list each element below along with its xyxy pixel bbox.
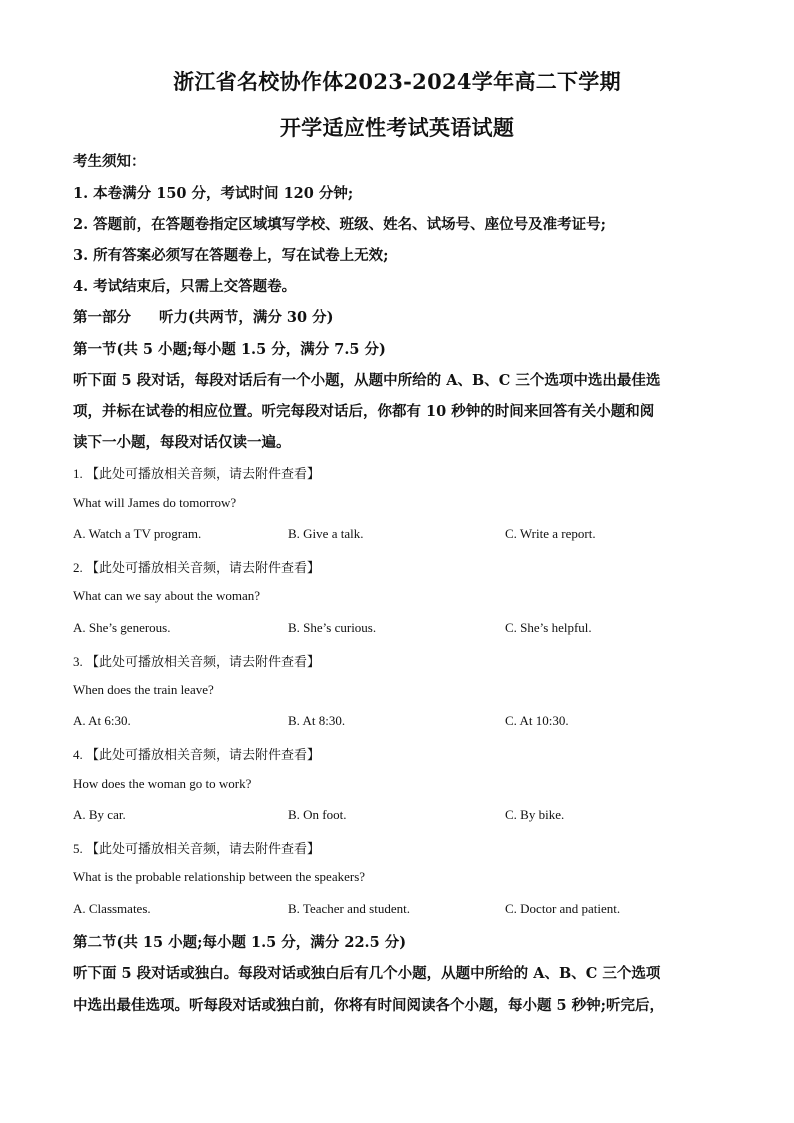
question-1-option-a[interactable]: A. Watch a TV program. — [73, 526, 202, 541]
section1-instruction-1: 听下面 5 段对话，每段对话后有一个小题，从题中所给的 A、B、C 三个选项中选出最佳选 — [73, 372, 661, 389]
question-2-options — [73, 620, 733, 640]
question-3-option-a[interactable]: A. At 6:30. — [73, 713, 131, 728]
question-3-option-b[interactable]: B. At 8:30. — [288, 713, 346, 728]
question-2-number: 2. 【此处可播放相关音频，请去附件查看】 — [73, 560, 321, 575]
question-3-option-c[interactable]: C. At 10:30. — [505, 713, 569, 728]
part1-label: 第一部分 — [73, 309, 131, 326]
notice-item-2: 2. 答题前，在答题卷指定区域填写学校、班级、姓名、试场号、座位号及准考证号; — [73, 216, 607, 233]
question-1-option-c[interactable]: C. Write a report. — [505, 526, 596, 541]
question-3-options — [73, 713, 733, 733]
question-1-text: What will James do tomorrow? — [73, 495, 237, 510]
notice-heading: 考生须知： — [73, 153, 146, 170]
section2-title: 第二节(共 15 小题;每小题 1.5 分，满分 22.5 分) — [73, 934, 407, 951]
section1-instruction-3: 读下一小题，每段对话仅读一遍。 — [73, 434, 291, 451]
section2-instruction-2: 中选出最佳选项。听每段对话或独白前，你将有时间阅读各个小题，每小题 5 秒钟;听完后， — [73, 997, 665, 1014]
question-2-option-b[interactable]: B. She’s curious. — [288, 620, 377, 635]
part1-heading — [73, 306, 334, 327]
section1-title: 第一节(共 5 小题;每小题 1.5 分，满分 7.5 分) — [73, 341, 386, 358]
question-5-text: What is the probable relationship between the speakers? — [73, 869, 366, 884]
section2-instruction-1: 听下面 5 段对话或独白。每段对话或独白后有几个小题，从题中所给的 A、B、C 三个选项 — [73, 965, 661, 982]
question-5-option-b[interactable]: B. Teacher and student. — [288, 901, 410, 916]
question-1-options — [73, 526, 733, 546]
question-5-number: 5. 【此处可播放相关音频，请去附件查看】 — [73, 841, 321, 856]
question-3-text: When does the train leave? — [73, 682, 214, 697]
question-2-option-a[interactable]: A. She’s generous. — [73, 620, 171, 635]
notice-item-4: 4. 考试结束后，只需上交答题卷。 — [73, 278, 297, 295]
question-4-options — [73, 807, 733, 827]
question-4-text: How does the woman go to work? — [73, 776, 252, 791]
section1-instruction-2: 项，并标在试卷的相应位置。听完每段对话后，你都有 10 秒钟的时间来回答有关小题和阅 — [73, 403, 655, 420]
question-3-number: 3. 【此处可播放相关音频，请去附件查看】 — [73, 654, 321, 669]
part1-title: 听力(共两节，满分 30 分) — [159, 309, 334, 326]
notice-item-1: 1. 本卷满分 150 分，考试时间 120 分钟; — [73, 185, 354, 202]
question-1-option-b[interactable]: B. Give a talk. — [288, 526, 364, 541]
question-4-option-c[interactable]: C. By bike. — [505, 807, 565, 822]
question-2-option-c[interactable]: C. She’s helpful. — [505, 620, 592, 635]
question-5-option-a[interactable]: A. Classmates. — [73, 901, 151, 916]
question-1-number: 1. 【此处可播放相关音频，请去附件查看】 — [73, 466, 321, 481]
question-2-text: What can we say about the woman? — [73, 588, 260, 603]
exam-title-line1: 浙江省名校协作体2023-2024学年高二下学期 — [173, 69, 621, 94]
question-4-option-b[interactable]: B. On foot. — [288, 807, 347, 822]
question-4-number: 4. 【此处可播放相关音频，请去附件查看】 — [73, 747, 321, 762]
question-4-option-a[interactable]: A. By car. — [73, 807, 126, 822]
exam-title-line2: 开学适应性考试英语试题 — [279, 115, 515, 140]
question-5-option-c[interactable]: C. Doctor and patient. — [505, 901, 621, 916]
notice-item-3: 3. 所有答案必须写在答题卷上，写在试卷上无效; — [73, 247, 389, 264]
question-5-options — [73, 901, 733, 921]
